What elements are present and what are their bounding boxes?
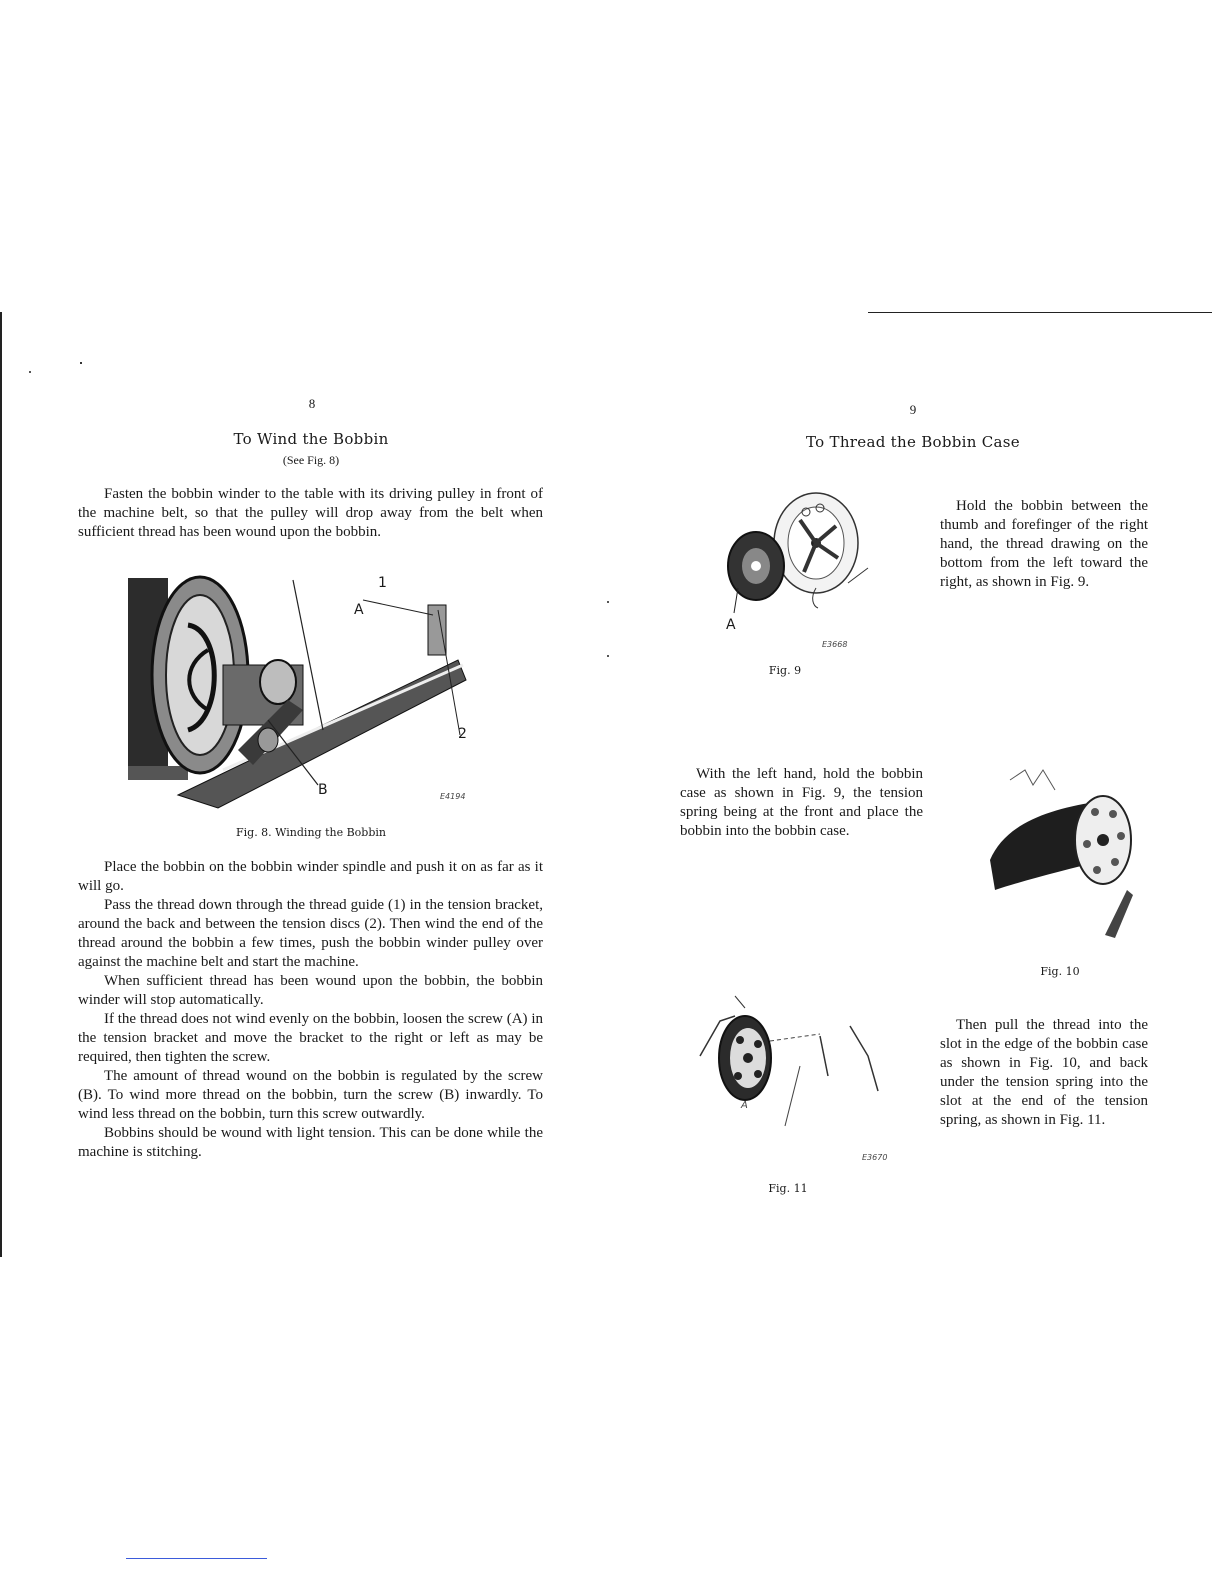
body-paragraph: Bobbins should be wound with light tension. This can be done while the machine is stitching. — [78, 1125, 543, 1160]
page-edge-line-top-right — [868, 312, 1212, 313]
body-paragraph: Place the bobbin on the bobbin winder spindle and push it on as far as it will go. — [78, 859, 543, 894]
scan-speck — [607, 655, 609, 657]
page-edge-line-left — [0, 312, 2, 1257]
fig9-text: Hold the bobbin between the thumb and forefinger of the right hand, the thread drawing on the bottom from the left toward the right, as shown in Fig. 9. — [940, 498, 1148, 590]
scan-speck — [29, 371, 31, 373]
fig10-illustration — [985, 740, 1145, 945]
fig11-caption: Fig. 11 — [768, 1182, 808, 1195]
intro-paragraph: Fasten the bobbin winder to the table with its driving pulley in front of the machine belt, so that the pulley will drop away from the belt when sufficient thread has been wound upon the bobbin. — [78, 486, 543, 540]
fig8-caption: Fig. 8. Winding the Bobbin — [236, 826, 386, 839]
fig11-illustration — [700, 996, 900, 1136]
scan-speck — [80, 362, 82, 364]
fig8-label-b: B — [318, 782, 328, 798]
fig10-caption: Fig. 10 — [1040, 965, 1080, 978]
page-number-right: 9 — [909, 402, 917, 417]
body-paragraph: Pass the thread down through the thread guide (1) in the tension bracket, around the back and between the tension discs (2). Then wind the end of the thread around the bobbin a few times, push the bobbin winder pulley over against the machine belt and start the machine. — [78, 897, 543, 970]
fig8-label-1: 1 — [378, 575, 387, 591]
body-paragraph: If the thread does not wind evenly on the bobbin, loosen the screw (A) in the tension bracket and move the bracket to the right or left as may be required, then tighten the screw. — [78, 1011, 543, 1065]
fig9-label-a: A — [726, 617, 736, 633]
body-paragraph: The amount of thread wound on the bobbin is regulated by the screw (B). To wind more thread on the bobbin, turn the screw (B) inwardly. To wind less thread on the bobbin, turn this screw outwardly. — [78, 1068, 543, 1122]
section-title-left: To Wind the Bobbin — [233, 430, 389, 448]
fig11-text: Then pull the thread into the slot in the edge of the bobbin case as shown in Fig. 10, and back under the tension spring into the slot at the end of the tension spring, as shown in Fig. 11. — [940, 1017, 1148, 1128]
fig11-label-a: A — [741, 1100, 748, 1111]
fig9-illustration — [718, 488, 888, 648]
fig8-label-a: A — [354, 602, 364, 618]
page-number-left: 8 — [308, 396, 316, 411]
left-body-text — [78, 858, 543, 1162]
fig10-text: With the left hand, hold the bobbin case as shown in Fig. 9, the tension spring being at the front and place the bobbin into the bobbin case. — [680, 766, 923, 839]
scan-speck — [607, 601, 609, 603]
bottom-blue-line — [126, 1558, 267, 1559]
fig8-code: E4194 — [440, 792, 466, 801]
fig8-label-2: 2 — [458, 726, 467, 742]
section-subtitle-left: (See Fig. 8) — [282, 453, 340, 467]
fig11-code: E3670 — [862, 1153, 888, 1162]
section-title-right: To Thread the Bobbin Case — [806, 433, 1020, 451]
fig8-illustration — [128, 570, 478, 810]
body-paragraph: When sufficient thread has been wound upon the bobbin, the bobbin winder will stop automatically. — [78, 973, 543, 1008]
fig9-caption: Fig. 9 — [768, 664, 802, 677]
fig9-code: E3668 — [822, 640, 848, 649]
